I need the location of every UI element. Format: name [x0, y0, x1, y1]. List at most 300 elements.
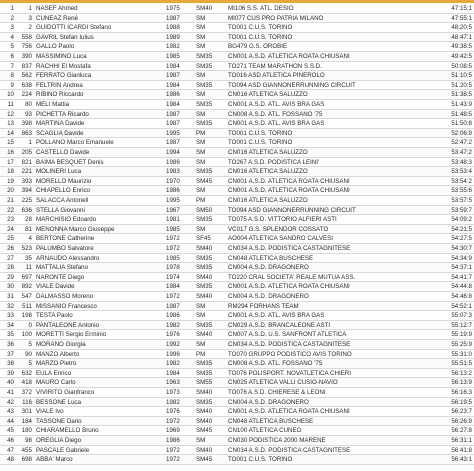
cell-team: TO001 C.U.S. TORINO	[228, 139, 293, 147]
table-row	[0, 158, 474, 168]
cell-year: 1985	[166, 225, 180, 233]
cell-team: RM294 FORHANS TEAM	[228, 302, 299, 310]
cell-bib: 558	[21, 33, 32, 41]
table-row	[0, 330, 474, 340]
cell-time: 53:48:3	[451, 158, 472, 166]
cell-cat: SM35	[196, 254, 213, 262]
cell-name: MENONNA Marco Giuseppe	[36, 225, 115, 233]
cell-pos: 39	[7, 369, 14, 377]
cell-pos: 2	[10, 14, 14, 22]
cell-bib: 821	[21, 158, 32, 166]
cell-year: 1987	[166, 139, 180, 147]
cell-time: 54:21:5	[451, 225, 472, 233]
cell-year: 1963	[166, 379, 180, 387]
cell-year: 1994	[166, 149, 180, 156]
cell-bib: 1	[28, 5, 32, 12]
cell-team: CN030 PODISTICA 2000 MARENE	[228, 437, 326, 444]
cell-time: 52:47:2	[451, 139, 472, 147]
cell-year: 1985	[166, 53, 180, 60]
cell-name: STELLA Giovanni	[36, 206, 85, 214]
cell-team: CN001 A.S.D. ATLETICA ROATA CHIUSANI	[228, 283, 350, 291]
table-row	[0, 138, 474, 148]
cell-cat: SM	[196, 91, 206, 99]
cell-name: GUIDOTTI ICARDI Stefano	[36, 24, 112, 32]
cell-year: 1988	[166, 24, 180, 32]
table-row	[0, 196, 474, 206]
cell-bib: 184	[21, 417, 32, 425]
cell-name: EULA Enrico	[36, 369, 72, 377]
cell-time: 56:16:3	[451, 389, 472, 396]
cell-pos: 44	[7, 417, 14, 425]
cell-time: 51:43:9	[451, 101, 472, 108]
table-row	[0, 52, 474, 62]
cell-year: 1987	[166, 110, 180, 118]
table-row	[0, 42, 474, 52]
cell-team: CN001 A.S.D. ATL. AVIS BRA GAS	[228, 101, 325, 108]
cell-time: 51:50:8	[451, 120, 472, 128]
cell-bib: 455	[21, 446, 32, 454]
cell-team: CN001 A.S.D. ATLETICA ROATA CHIUSANI	[228, 177, 350, 185]
cell-name: CUNEAZ René	[36, 14, 78, 22]
cell-team: CN025 ATLETICA VALLI CUSIO-NAVIO	[228, 379, 338, 387]
cell-pos: 15	[7, 139, 14, 147]
cell-bib: 28	[25, 216, 32, 224]
cell-bib: 5	[28, 360, 32, 368]
cell-pos: 8	[10, 72, 14, 80]
cell-team: CN016 ATLETICA SALUZZO	[228, 149, 308, 156]
cell-team: VC017 G.S. SPLENDOR COSSATO	[228, 225, 329, 233]
cell-team: CN016 ATLETICA SALUZZO	[228, 91, 308, 99]
cell-pos: 28	[7, 264, 14, 272]
table-row	[0, 254, 474, 264]
cell-time: 50:08:5	[451, 62, 472, 70]
cell-bib: 1	[28, 139, 32, 147]
cell-team: CN001 A.S.D. ATLETICA ROATA CHIUSANI	[228, 53, 350, 60]
cell-year: 1986	[166, 187, 180, 195]
cell-name: PANTALEONE Antonio	[36, 321, 100, 329]
cell-year: 1989	[166, 33, 180, 41]
cell-time: 55:31:0	[451, 350, 472, 358]
cell-pos: 13	[7, 120, 14, 128]
cell-time: 55:07:3	[451, 312, 472, 320]
cell-name: FELTRIN Andrea	[36, 81, 83, 89]
cell-bib: 11	[25, 264, 32, 272]
table-row	[0, 33, 474, 43]
cell-pos: 27	[7, 254, 14, 262]
cell-cat: SM35	[196, 283, 213, 291]
cell-year: 1984	[166, 62, 180, 70]
cell-pos: 6	[10, 53, 14, 60]
cell-time: 55:19:9	[451, 331, 472, 339]
cell-pos: 43	[7, 408, 14, 416]
cell-pos: 16	[7, 149, 14, 156]
cell-time: 56:13:2	[451, 369, 472, 377]
cell-time: 54:09:2	[451, 216, 472, 224]
cell-time: 54:34:9	[451, 254, 472, 262]
cell-name: PASCALE Gabriele	[36, 446, 90, 454]
cell-bib: 372	[21, 389, 32, 396]
cell-team: CN001 A.S.D. ATL. AVIS BRA GAS	[228, 120, 325, 128]
cell-name: BAIMA BESQUET Denis	[36, 158, 104, 166]
cell-team: CN007 A.S.D. U.S. SANFRONT ATLETICA	[228, 331, 347, 339]
cell-cat: SM	[196, 139, 206, 147]
cell-year: 1982	[166, 360, 180, 368]
cell-bib: 2	[28, 24, 32, 32]
table-row	[0, 321, 474, 331]
cell-bib: 562	[21, 72, 32, 80]
cell-bib: 636	[21, 206, 32, 214]
cell-time: 56:41:8	[451, 446, 472, 454]
cell-name: POLLANO Marco Emanuele	[36, 139, 114, 147]
cell-time: 55:25:9	[451, 341, 472, 348]
cell-team: CN001 A.S.D. ATLETICA ROATA CHIUSANI	[228, 187, 350, 195]
table-row	[0, 446, 474, 456]
cell-team: CN004 A.S.D. DRAGONERO	[228, 398, 309, 406]
cell-time: 52:06:9	[451, 129, 472, 137]
cell-bib: 756	[21, 43, 32, 51]
cell-name: MARZO Pietro	[36, 360, 77, 368]
cell-name: MASSIMINO Luca	[36, 53, 87, 60]
table-row	[0, 282, 474, 292]
cell-bib: 4	[28, 235, 32, 243]
cell-cat: SM35	[196, 62, 213, 70]
cell-cat: SM35	[196, 120, 213, 128]
cell-team: CN004 A.S.D. DRAGONERO	[228, 293, 309, 300]
cell-cat: SM40	[196, 417, 213, 425]
cell-pos: 11	[7, 101, 14, 108]
cell-time: 56:13:9	[451, 379, 472, 387]
table-row	[0, 14, 474, 24]
cell-name: MARTINA Davide	[36, 120, 85, 128]
cell-year: 1972	[166, 446, 180, 454]
table-row	[0, 340, 474, 350]
cell-pos: 14	[7, 129, 14, 137]
cell-year: 1972	[166, 235, 180, 243]
table-row	[0, 100, 474, 110]
cell-name: MISSANIO Francesco	[36, 302, 97, 310]
cell-pos: 46	[7, 437, 14, 444]
cell-cat: SM35	[196, 53, 213, 60]
table-row	[0, 378, 474, 388]
cell-pos: 34	[7, 321, 14, 329]
cell-team: CN016 ATLETICA SALUZZO	[228, 197, 308, 204]
cell-team: CN001 A.S.D. ATL. AVIS BRA GAS	[228, 312, 325, 320]
cell-year: 1995	[166, 129, 180, 137]
cell-cat: SM35	[196, 264, 213, 272]
cell-pos: 3	[10, 24, 14, 32]
cell-time: 51:20:5	[451, 81, 472, 89]
cell-name: MELI Mattia	[36, 101, 70, 108]
cell-team: TO076 POLISPORT. NOVATLETICA CHIERI	[228, 369, 351, 377]
cell-name: MARCHISIO Edoardo	[36, 216, 97, 224]
cell-cat: SM	[196, 158, 206, 166]
cell-pos: 19	[7, 177, 14, 185]
cell-year: 1970	[166, 177, 180, 185]
cell-year: 1976	[166, 408, 180, 416]
table-row	[0, 167, 474, 177]
cell-pos: 9	[10, 81, 14, 89]
cell-cat: SM35	[196, 369, 213, 377]
cell-team: TO001 C.U.S. TORINO	[228, 24, 293, 32]
cell-pos: 17	[7, 158, 14, 166]
cell-pos: 36	[7, 341, 14, 348]
cell-team: CN008 A.S.D. ATL. FOSSANO '75	[228, 360, 323, 368]
cell-pos: 35	[7, 331, 14, 339]
cell-bib: 0	[28, 321, 32, 329]
cell-cat: SM	[196, 341, 206, 348]
cell-year: 1984	[166, 369, 180, 377]
cell-year: 1992	[166, 341, 180, 348]
cell-time: 56:27:8	[451, 427, 472, 435]
cell-cat: SF45	[196, 235, 211, 243]
cell-cat: SM35	[196, 168, 213, 176]
cell-cat: SM35	[196, 101, 213, 108]
cell-cat: SM	[196, 24, 206, 32]
cell-name: SCAGLIA Davide	[36, 129, 84, 137]
cell-bib: 390	[21, 53, 32, 60]
cell-pos: 20	[7, 187, 14, 195]
cell-name: SALACCA Antonell	[36, 197, 89, 204]
cell-time: 55:51:5	[451, 360, 472, 368]
cell-year: 1987	[166, 120, 180, 128]
table-row	[0, 215, 474, 225]
cell-name: MATTALIA Stefano	[36, 264, 89, 272]
cell-time: 56:31:1	[451, 437, 472, 444]
table-row	[0, 4, 474, 14]
cell-year: 1984	[166, 101, 180, 108]
cell-pos: 31	[7, 293, 14, 300]
cell-pos: 10	[7, 91, 14, 99]
table-row	[0, 119, 474, 129]
cell-team: TO267 A.S.D. PODISTICA LEINI'	[228, 158, 320, 166]
cell-team: TO070 GRUPPO PODISTICO AVIS TORINO	[228, 350, 352, 358]
cell-team: CN029 A.S.D. BRANCALEONE ASTI	[228, 321, 331, 329]
cell-bib: 81	[25, 225, 32, 233]
cell-pos: 23	[7, 216, 14, 224]
cell-pos: 48	[7, 456, 14, 464]
table-row	[0, 417, 474, 427]
cell-bib: 698	[21, 456, 32, 464]
cell-cat: PM	[196, 197, 206, 204]
cell-cat: SM	[196, 72, 206, 80]
cell-name: RACHHI El Mostafa	[36, 62, 91, 70]
cell-pos: 33	[7, 312, 14, 320]
cell-cat: SM	[196, 225, 206, 233]
cell-time: 53:57:5	[451, 197, 472, 204]
cell-year: 1981	[166, 216, 180, 224]
cell-name: ARNAUDO Alessandro	[36, 254, 100, 262]
cell-pos: 41	[7, 389, 14, 396]
table-row	[0, 407, 474, 417]
cell-cat: SM55	[196, 379, 213, 387]
cell-bib: 35	[25, 254, 32, 262]
table-row	[0, 350, 474, 360]
cell-bib: 863	[21, 129, 32, 137]
cell-cat: SM40	[196, 245, 213, 252]
table-row	[0, 369, 474, 379]
cell-cat: SM35	[196, 321, 213, 329]
cell-time: 55:12:7	[451, 321, 472, 329]
cell-name: NASEF Ahmed	[36, 5, 78, 12]
cell-cat: SM40	[196, 408, 213, 416]
cell-name: TESTA Paolo	[36, 312, 73, 320]
cell-bib: 892	[21, 283, 32, 291]
cell-bib: 394	[21, 187, 32, 195]
cell-name: PALUMBO Salvatore	[36, 245, 94, 252]
cell-team: TO094 ASD GIANNONERRUNNING CIRCUIT	[228, 206, 356, 214]
cell-bib: 697	[21, 273, 32, 281]
cell-bib: 523	[21, 245, 32, 252]
table-row	[0, 23, 474, 33]
cell-pos: 26	[7, 245, 14, 252]
cell-time: 48:47:1	[451, 33, 472, 41]
cell-cat: SM	[196, 43, 206, 51]
cell-team: TO076 A.S.D. CHIERESE & LEONI	[228, 389, 326, 396]
table-row	[0, 206, 474, 216]
cell-year: 1982	[166, 321, 180, 329]
cell-bib: 198	[21, 312, 32, 320]
cell-time: 54:41:7	[451, 273, 472, 281]
cell-bib: 225	[21, 197, 32, 204]
cell-name: VIALE Ivo	[36, 408, 64, 416]
table-row	[0, 90, 474, 100]
cell-team: TO001 C.U.S. TORINO	[228, 456, 293, 464]
cell-name: MORETTI Sergio Erminio	[36, 331, 107, 339]
cell-bib: 638	[21, 81, 32, 89]
table-row	[0, 234, 474, 244]
cell-year: 1987	[166, 302, 180, 310]
cell-team: CN048 ATLETICA BUSCHESE	[228, 417, 314, 425]
cell-time: 54:46:8	[451, 293, 472, 300]
cell-pos: 4	[10, 33, 14, 41]
cell-name: NARONTE Diego	[36, 273, 85, 281]
cell-year: 1969	[166, 427, 180, 435]
cell-cat: SM40	[196, 5, 213, 12]
table-row	[0, 177, 474, 187]
cell-cat: SM40	[196, 446, 213, 454]
cell-name: BERTONE Catherine	[36, 235, 95, 243]
cell-team: CN034 A.S.D. PODISTICA CASTAGNITESE	[228, 341, 351, 348]
cell-time: 54:52:1	[451, 302, 472, 310]
cell-bib: 93	[25, 110, 32, 118]
cell-cat: SM45	[196, 456, 213, 464]
cell-bib: 116	[22, 398, 32, 406]
cell-name: CHIARAMELLO Bruno	[36, 427, 99, 435]
cell-year: 1987	[166, 14, 180, 22]
cell-cat: PM	[196, 350, 206, 358]
cell-year: 1983	[166, 168, 180, 176]
cell-year: 1978	[166, 264, 180, 272]
table-row	[0, 273, 474, 283]
cell-time: 47:55:1	[451, 14, 472, 22]
cell-time: 54:44:8	[451, 283, 472, 291]
table-row	[0, 110, 474, 120]
table-row	[0, 359, 474, 369]
cell-time: 53:47:2	[451, 149, 472, 156]
cell-bib: 224	[21, 91, 32, 99]
cell-year: 1976	[166, 331, 180, 339]
cell-name: CASTELLO Davide	[36, 149, 90, 156]
cell-year: 1972	[166, 293, 180, 300]
cell-year: 1986	[166, 437, 180, 444]
cell-pos: 1	[10, 5, 14, 12]
cell-time: 51:48:5	[451, 110, 472, 118]
cell-cat: SM45	[196, 177, 213, 185]
table-row	[0, 129, 474, 139]
cell-team: TO094 ASD GIANNONERRUNNING CIRCUIT	[228, 81, 356, 89]
cell-name: GALLO Paolo	[36, 43, 75, 51]
cell-year: 1986	[166, 158, 180, 166]
cell-bib: 90	[25, 350, 32, 358]
cell-team: CN100 ATLETICA CUNEO	[228, 427, 302, 435]
table-row	[0, 263, 474, 273]
cell-name: PICHETTA Ricardo	[36, 110, 89, 118]
cell-year: 1982	[166, 398, 180, 406]
cell-year: 1985	[166, 254, 180, 262]
cell-cat: SM	[196, 14, 206, 22]
table-row	[0, 186, 474, 196]
cell-name: MOLINERI Luca	[36, 168, 82, 176]
table-row	[0, 62, 474, 72]
cell-cat: SM	[196, 302, 206, 310]
cell-bib: 398	[21, 120, 32, 128]
cell-time: 47:15:1	[451, 5, 472, 12]
cell-time: 54:27:5	[451, 235, 472, 243]
cell-team: CN034 A.S.D. PODISTICA CASTAGNITESE	[228, 446, 351, 454]
cell-team: BG479 G.S. OROBIE	[228, 43, 288, 51]
cell-year: 1973	[166, 389, 180, 396]
cell-name: VIVIRITO Gianfranco	[36, 389, 95, 396]
cell-cat: SM40	[196, 331, 213, 339]
table-row	[0, 311, 474, 321]
cell-team: TO075 A.S.D. VITTORIO ALFIERI ASTI	[228, 216, 337, 224]
table-row	[0, 436, 474, 446]
table-row	[0, 455, 474, 465]
cell-cat: SM35	[196, 398, 213, 406]
cell-cat: SM50	[196, 206, 213, 214]
cell-pos: 30	[7, 283, 14, 291]
cell-pos: 38	[7, 360, 14, 368]
cell-bib: 80	[25, 101, 32, 108]
cell-year: 1972	[166, 245, 180, 252]
cell-pos: 40	[7, 379, 14, 387]
cell-cat: SM	[196, 110, 206, 118]
cell-pos: 24	[7, 225, 14, 233]
cell-bib: 98	[25, 437, 32, 444]
cell-pos: 42	[7, 398, 14, 406]
cell-year: 1987	[166, 72, 180, 80]
cell-name: DALMASSO Moreno	[36, 293, 94, 300]
cell-year: 1986	[166, 312, 180, 320]
cell-year: 1974	[166, 273, 180, 281]
cell-bib: 3	[28, 14, 32, 22]
cell-team: TO001 C.U.S. TORINO	[228, 129, 293, 137]
cell-name: OREGLIA Diego	[36, 437, 82, 444]
cell-bib: 837	[21, 62, 32, 70]
cell-pos: 25	[7, 235, 14, 243]
cell-pos: 29	[7, 273, 14, 281]
cell-name: BESSONE Luca	[36, 398, 82, 406]
cell-time: 49:38:5	[451, 43, 472, 51]
cell-bib: 393	[21, 177, 32, 185]
cell-pos: 12	[7, 110, 14, 118]
cell-team: TO001 C.U.S. TORINO	[228, 33, 293, 41]
cell-name: VIALE Davide	[36, 283, 75, 291]
table-row	[0, 225, 474, 235]
cell-bib: 100	[21, 331, 32, 339]
cell-pos: 5	[10, 43, 14, 51]
cell-bib: 5	[28, 341, 32, 348]
